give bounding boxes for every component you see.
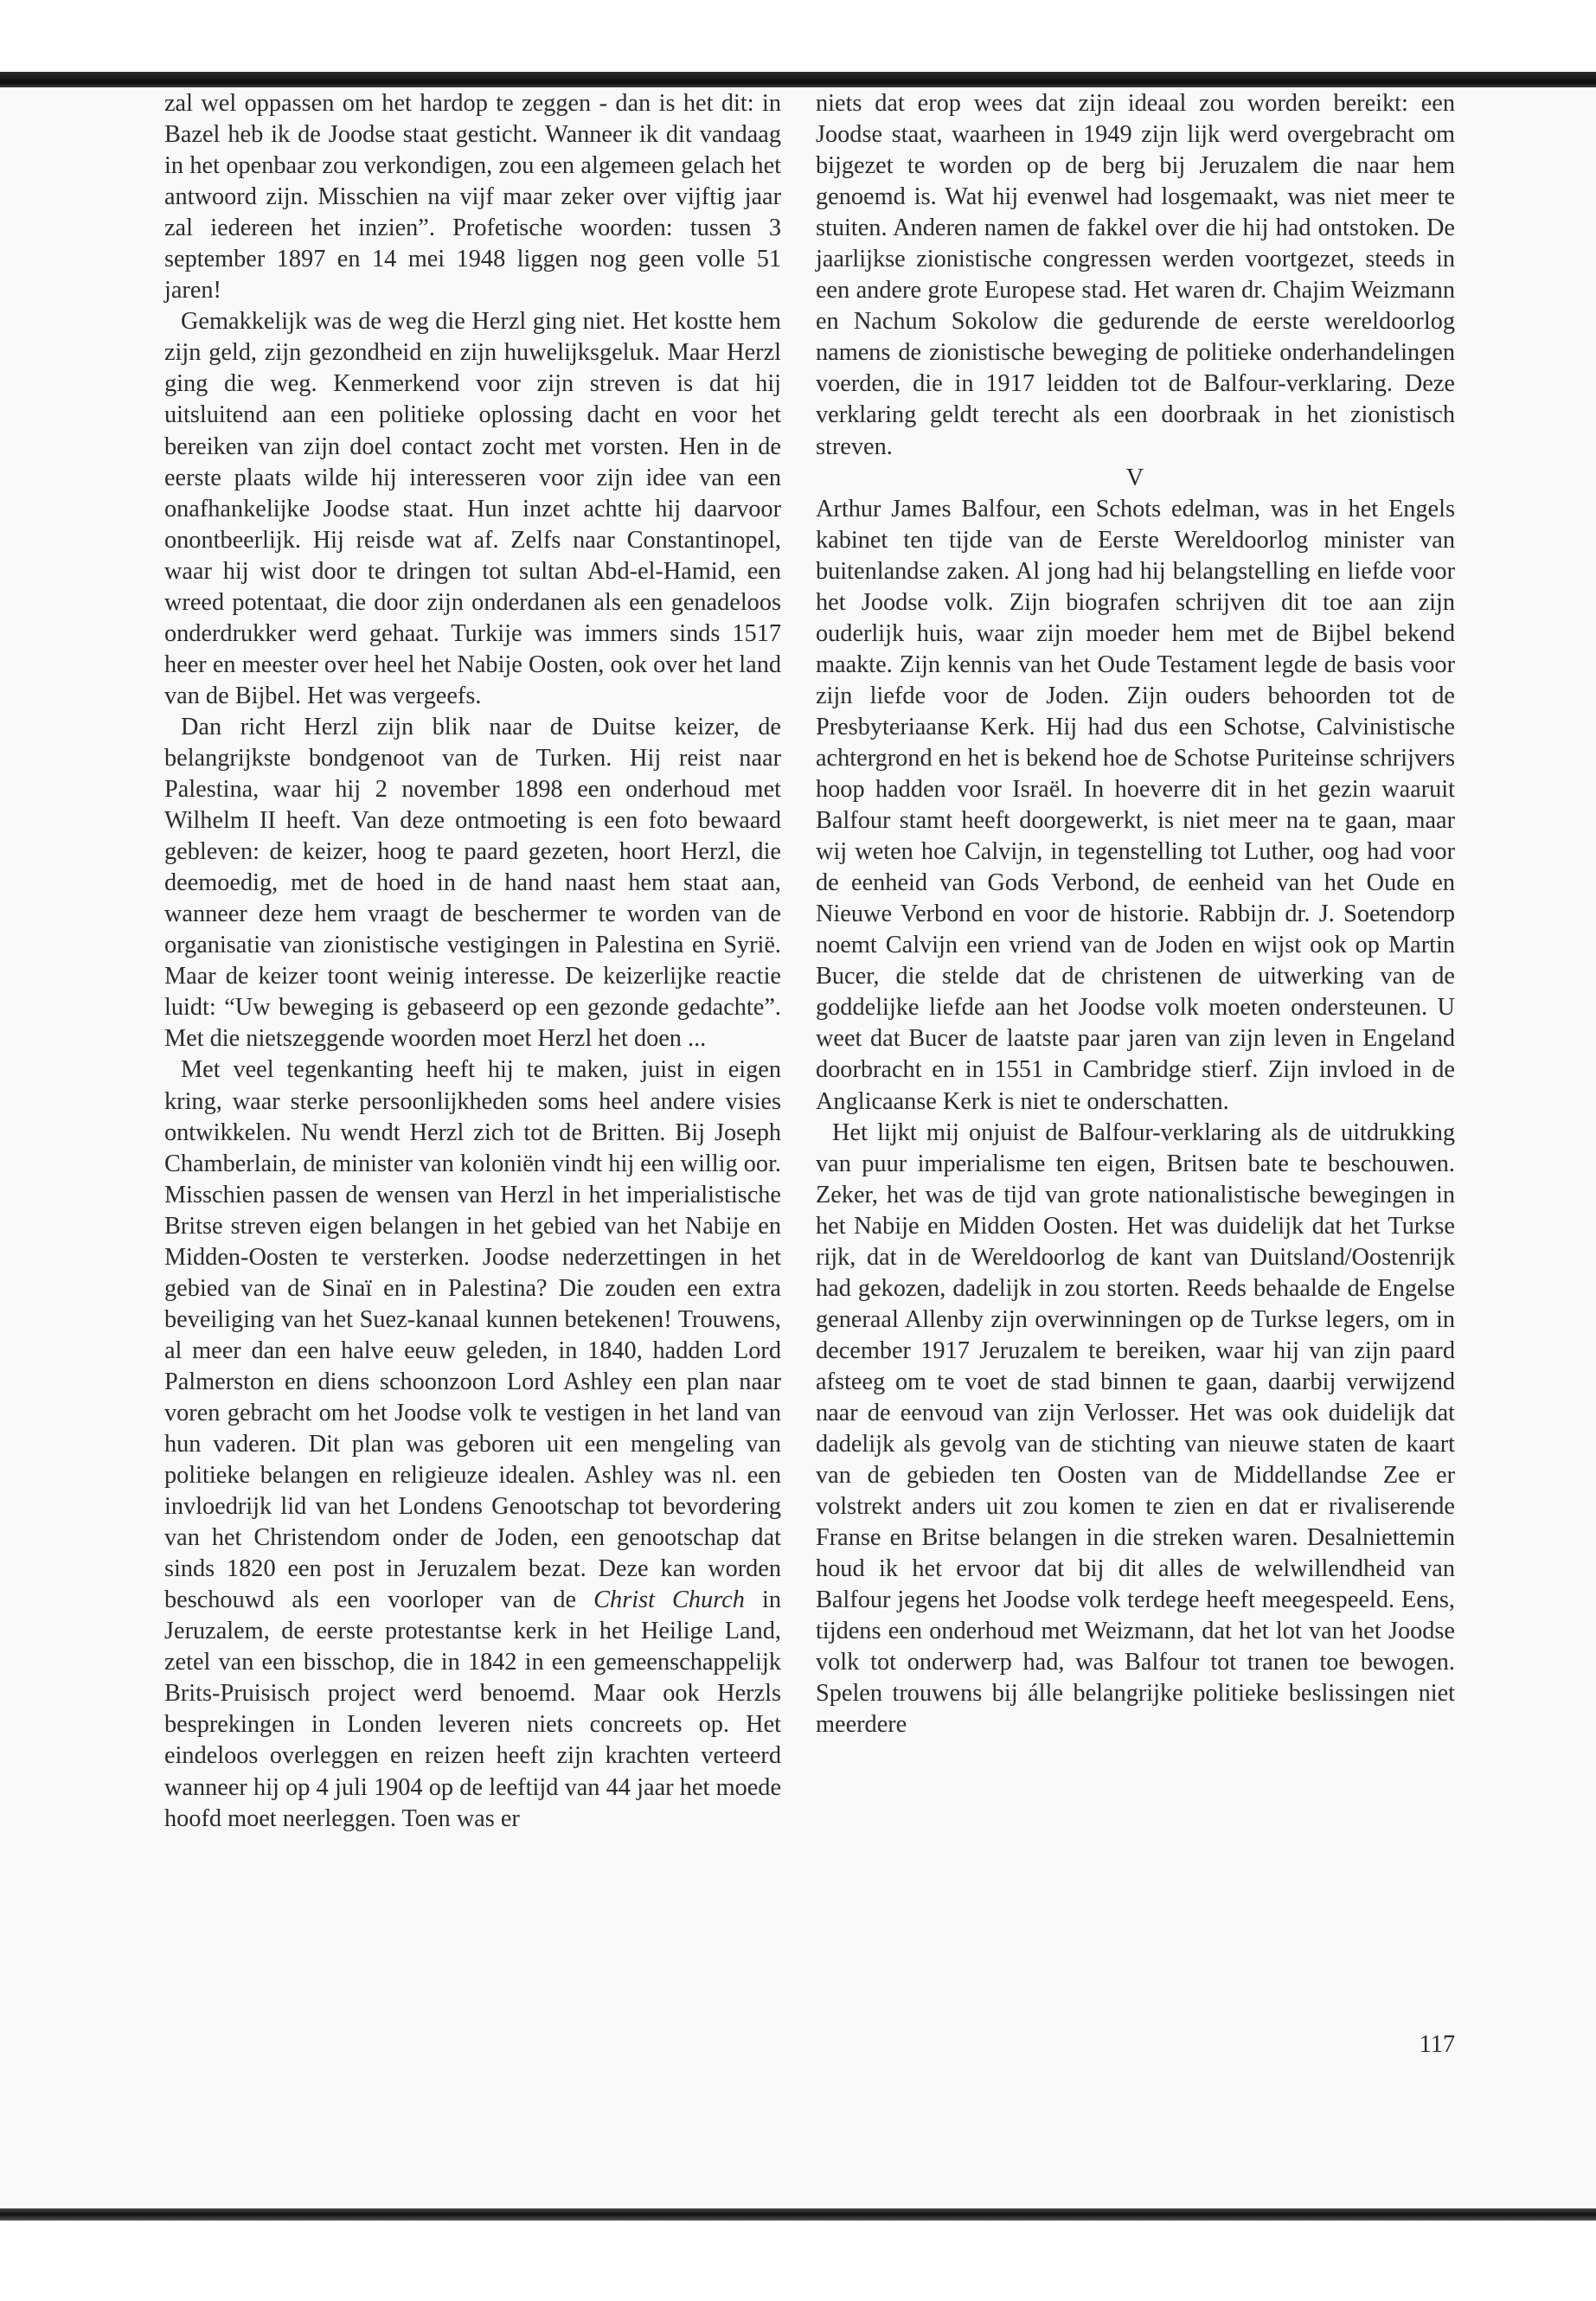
christ-church-italic: Christ Church (593, 1586, 745, 1614)
left-paragraph-1: zal wel oppassen om het hardop te zeggen - dan is het dit: in Bazel heb ik de Joodse staat gesticht. Wanneer ik dit vandaag in het openbaar zou verkondigen, zou een algemeen gelach het antwoord zijn. Misschien na vijf maar zeker over vijftig jaar zal iedereen het inzien”. Profetische woorden: tussen 3 september 1897 en 14 mei 1948 liggen nog geen volle 51 jaren! (164, 90, 781, 304)
right-paragraph-2: Arthur James Balfour, een Schots edelman, was in het Engels kabinet ten tijde van de Eerste Wereldoorlog minister van buitenlandse zaken. Al jong had hij belangstelling en liefde voor het Joodse volk. Zijn biografen schrijven dit toe aan zijn ouderlijk huis, waar zijn moeder hem met de Bijbel bekend maakte. Zijn kennis van het Oude Testament legde de basis voor zijn liefde voor de Joden. Zijn ouders behoorden tot de Presbyteriaanse Kerk. Hij had dus een Schotse, Calvinistische achtergrond en het is bekend hoe de Schotse Puriteinse schrijvers hoop hadden voor Israël. In hoeverre dit in het gezin waaruit Balfour stamt heeft doorgewerkt, is niet meer na te gaan, maar wij weten hoe Calvijn, in tegenstelling tot Luther, oog had voor de eenheid van Gods Verbond, de eenheid van het Oude en Nieuwe Verbond en voor de historie. Rabbijn dr. J. Soetendorp noemt Calvijn een vriend van de Joden en wijst ook op Martin Bucer, die stelde dat de christenen de uitwerking van de goddelijke liefde aan het Joodse volk moeten ondersteunen. U weet dat Bucer de laatste paar jaren van zijn leven in Engeland doorbracht en in 1551 in Cambridge stierf. Zijn invloed in de Anglicaanse Kerk is niet te onderschatten. (816, 495, 1455, 1115)
page-number: 117 (1419, 2031, 1455, 2058)
right-column (816, 88, 1455, 1740)
left-paragraph-4-text-a: Met veel tegenkanting heeft hij te maken, juist in eigen kring, waar sterke persoonlijkheden soms heel andere visies ontwikkelen. Nu wendt Herzl zich tot de Britten. Bij Joseph Chamberlain, de minister van koloniën vindt hij een willig oor. Misschien passen de wensen van Herzl in het imperialistische Britse streven eigen belangen in het gebied van het Nabije en Midden-Oosten te versterken. Joodse nederzettingen in het gebied van de Sinaï en in Palestina? Die zouden een extra beveiliging van het Suez-kanaal kunnen betekenen! Trouwens, al meer dan een halve eeuw geleden, in 1840, hadden Lord Palmerston en diens schoonzoon Lord Ashley een plan naar voren gebracht om het Joodse volk te vestigen in het land van hun vaderen. Dit plan was geboren uit een mengeling van politieke belangen en religieuze idealen. Ashley was nl. een invloedrijk lid van het Londens Genootschap tot bevordering van het Christendom onder de Joden, een genootschap dat sinds 1820 een post in Jeruzalem bezat. Deze kan worden beschouwd als een voorloper van de (164, 1056, 781, 1614)
left-paragraph-3: Dan richt Herzl zijn blik naar de Duitse keizer, de belangrijkste bondgenoot van de Turken. Hij reist naar Palestina, waar hij 2 november 1898 een onderhoud met Wilhelm II heeft. Van deze ontmoeting is een foto bewaard gebleven: de keizer, hoog te paard gezeten, hoort Herzl, die deemoedig, met de hoed in de hand naast hem staat aan, wanneer deze hem vraagt de beschermer te worden van de organisatie van zionistische vestigingen in Palestina en Syrië. Maar de keizer toont weinig interesse. De keizerlijke reactie luidt: “Uw beweging is gebaseerd op een gezonde gedachte”. Met die nietszeggende woorden moet Herzl het doen ... (164, 713, 781, 1053)
scan-bottom-edge (0, 2208, 1596, 2221)
scan-top-edge (0, 72, 1596, 87)
section-number: V (1125, 464, 1145, 491)
right-paragraph-3: Het lijkt mij onjuist de Balfour-verklaring als de uitdrukking van puur imperialisme ten eigen, Britsen bate te beschouwen. Zeker, het was de tijd van grote nationalistische bewegingen in het Nabije en Midden Oosten. Het was duidelijk dat het Turkse rijk, dat in de Wereldoorlog de kant van Duitsland/Oostenrijk had gekozen, dadelijk in zou storten. Reeds behaalde de Engelse generaal Allenby zijn overwinningen op de Turkse legers, om in december 1917 Jeruzalem te bereiken, waar hij van zijn paard afsteeg om te voet de stad binnen te gaan, daarbij verwijzend naar de eenvoud van zijn Verlosser. Het was ook duidelijk dat dadelijk als gevolg van de stichting van nieuwe staten de kaart van de gebieden ten Oosten van de Middellandse Zee er volstrekt anders uit zou komen te zien en dat er rivaliserende Franse en Britse belangen in die streken waren. Desalniettemin houd ik het ervoor dat bij dit alles de welwillendheid van Balfour jegens het Joodse volk terdege heeft meegespeeld. Eens, tijdens een onderhoud met Weizmann, dat het lot van het Joodse volk tot onderwerp had, was Balfour tot tranen toe bewogen. Spelen trouwens bij álle belangrijke politieke beslissingen niet meerdere (816, 1118, 1455, 1739)
right-paragraph-1: niets dat erop wees dat zijn ideaal zou worden bereikt: een Joodse staat, waarheen in 1949 zijn lijk werd overgebracht om bijgezet te worden op de berg bij Jeruzalem die naar hem genoemd is. Wat hij evenwel had losgemaakt, was niet meer te stuiten. Anderen namen de fakkel over die hij had ontstoken. De jaarlijkse zionistische congressen werden voortgezet, steeds in een andere grote Europese stad. Het waren dr. Chajim Weizmann en Nachum Sokolow die gedurende de eerste wereldoorlog namens de zionistische beweging de politieke onderhandelingen voerden, die in 1917 leidden tot de Balfour-verklaring. Deze verklaring geldt terecht als een doorbraak in het zionistisch streven. (816, 90, 1455, 460)
left-paragraph-4 (164, 1054, 781, 1834)
left-paragraph-2: Gemakkelijk was de weg die Herzl ging niet. Het kostte hem zijn geld, zijn gezondheid en zijn huwelijksgeluk. Maar Herzl ging die weg. Kenmerkend voor zijn streven is dat hij uitsluitend aan een politieke oplossing dacht en voor het bereiken van zijn doel contact zocht met vorsten. Hen in de eerste plaats wilde hij interesseren voor zijn idee van een onafhankelijke Joodse staat. Hun inzet achtte hij daarvoor onontbeerlijk. Hij reisde wat af. Zelfs naar Constantinopel, waar hij wist door te dringen tot sultan Abd-el-Hamid, een wreed potentaat, die door zijn onderdanen als een genadeloos onderdrukker werd gehaat. Turkije was immers sinds 1517 heer en meester over heel het Nabije Oosten, ook over het land van de Bijbel. Het was vergeefs. (164, 308, 781, 709)
left-paragraph-4-text-b: in Jeruzalem, de eerste protestantse kerk in het Heilige Land, zetel van een bisschop, die in 1842 in een gemeenschappelijk Brits-Pruisisch project werd benoemd. Maar ook Herzls besprekingen in Londen leveren niets concreets op. Het eindeloos overleggen en reizen heeft zijn krachten verteerd wanneer hij op 4 juli 1904 op de leeftijd van 44 jaar het moede hoofd moet neerleggen. Toen was er (164, 1586, 781, 1832)
left-column (164, 88, 781, 1835)
